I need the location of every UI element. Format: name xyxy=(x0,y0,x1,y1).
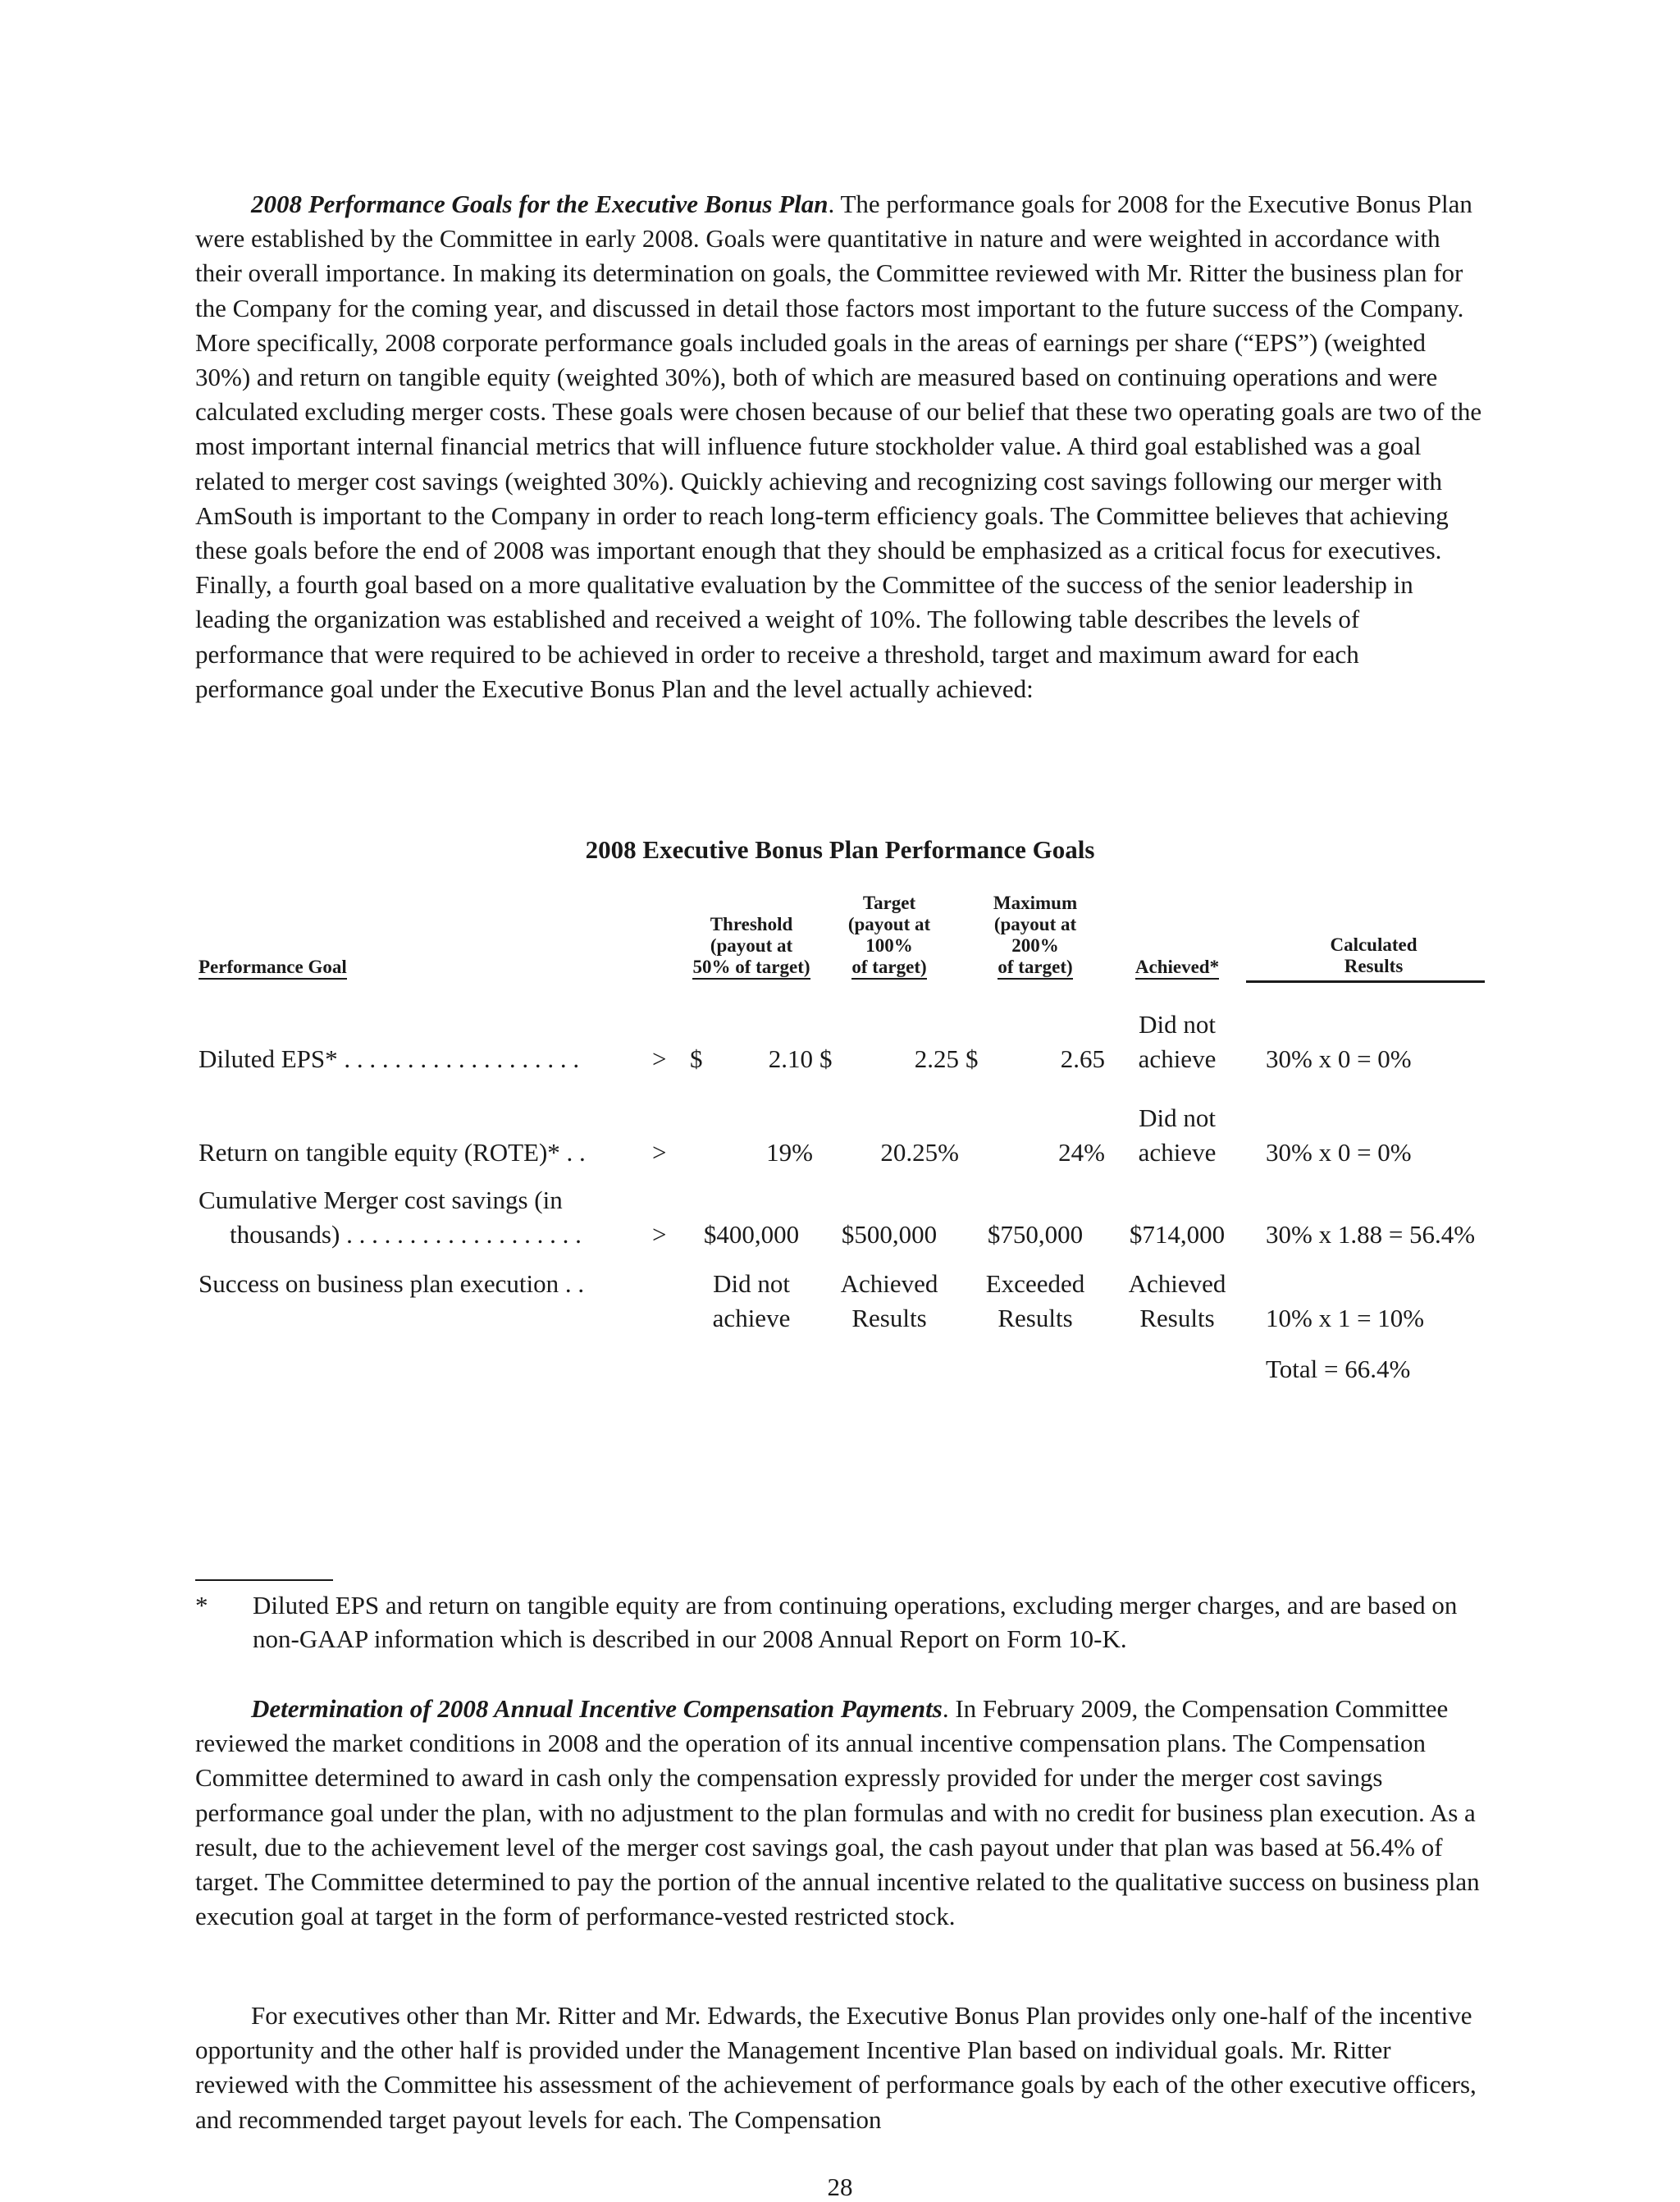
table-row xyxy=(195,1267,1485,1336)
goal-business-plan-execution: Success on business plan execution . . xyxy=(199,1268,585,1298)
header-maximum: Maximum (payout at 200% of target) xyxy=(962,893,1108,981)
target-value: $ 2.25 xyxy=(819,1044,959,1073)
page-number: 28 xyxy=(827,2172,853,2201)
table-row xyxy=(195,1183,1485,1252)
performance-goals-table xyxy=(195,893,1485,1387)
total-result: Total = 66.4% xyxy=(1266,1354,1411,1383)
target-value: Achieved Results xyxy=(840,1268,938,1332)
target-value: 20.25% xyxy=(880,1137,959,1167)
comparison-sign: > xyxy=(652,1219,667,1249)
threshold-value: $400,000 xyxy=(703,1219,800,1249)
comparison-sign: > xyxy=(652,1044,667,1073)
threshold-value: $ 2.10 xyxy=(690,1044,813,1073)
maximum-value: 24% xyxy=(1058,1137,1105,1167)
calculated-result: 30% x 0 = 0% xyxy=(1266,1044,1412,1073)
goal-merger-cost-savings: Cumulative Merger cost savings (in thousands) . . . . . . . . . . . . . . . . . . . xyxy=(199,1185,582,1249)
table-header-row xyxy=(195,893,1485,981)
header-calculated-results: Calculated Results xyxy=(1246,893,1485,981)
calculated-result: 30% x 0 = 0% xyxy=(1266,1137,1412,1167)
footnote-marker: * xyxy=(195,1591,208,1620)
threshold-value: 19% xyxy=(766,1137,813,1167)
performance-goals-paragraph xyxy=(195,187,1485,706)
footnote xyxy=(195,1588,1485,1656)
other-executives-paragraph: For executives other than Mr. Ritter and Mr. Edwards, the Executive Bonus Plan provides only one-half of the incentive opportunity and the other half is provided under the Management Incentive Plan based on individual goals. Mr. Ritter reviewed with the Committee his assessment of the achievement of performance goals by each of the other executive officers, and recommended target payout levels for each. The Compensation xyxy=(195,2001,1477,2134)
performance-goals-heading: 2008 Performance Goals for the Executive Bonus Plan xyxy=(251,190,829,218)
achieved-value: $714,000 xyxy=(1129,1219,1226,1249)
goal-rote: Return on tangible equity (ROTE)* . . xyxy=(199,1137,586,1167)
maximum-value: $750,000 xyxy=(987,1219,1084,1249)
total-row xyxy=(195,1352,1485,1387)
achieved-value: Did not achieve xyxy=(1138,1103,1217,1167)
maximum-value: $ 2.65 xyxy=(966,1044,1105,1073)
target-value: $500,000 xyxy=(841,1219,938,1249)
achieved-value: Achieved Results xyxy=(1128,1268,1226,1332)
annual-incentive-paragraph xyxy=(195,1692,1485,1934)
maximum-value: Exceeded Results xyxy=(985,1268,1085,1332)
table-row xyxy=(195,1101,1485,1170)
performance-goals-text: . The performance goals for 2008 for the Executive Bonus Plan were established by the Committee in early 2008. Goals were quantitative in nature and were weighted in accordance with their overall importance. In making its determination on goals, the Committee reviewed with Mr. Ritter the business plan for the Company for the coming year, and discussed in detail those factors most important to the future success of the Company. More specifically, 2008 corporate performance goals included goals in the areas of earnings per share (“EPS”) (weighted 30%) and return on tangible equity (weighted 30%), both of which are measured based on continuing operations and were calculated excluding merger costs. These goals were chosen because of our belief that these two operating goals are two of the most important internal financial metrics that will influence future stockholder value. A third goal established was a goal related to merger cost savings (weighted 30%). Quickly achieving and recognizing cost savings following our merger with AmSouth is important to the Company in order to reach long-term efficiency goals. The Committee believes that achieving these goals before the end of 2008 was important enough that they should be emphasized as a critical focus for executives. Finally, a fourth goal based on a more qualitative evaluation by the Committee of the success of the senior leadership in leading the organization was established and received a weight of 10%. The following table describes the levels of performance that were required to be achieved in order to receive a threshold, target and maximum award for each performance goal under the Executive Bonus Plan and the level actually achieved: xyxy=(195,190,1482,703)
annual-incentive-heading: Determination of 2008 Annual Incentive Compensation Payments xyxy=(251,1694,943,1723)
table-row xyxy=(195,1007,1485,1076)
calculated-result: 30% x 1.88 = 56.4% xyxy=(1266,1219,1476,1249)
table-title: 2008 Executive Bonus Plan Performance Goals xyxy=(585,835,1095,864)
goal-diluted-eps: Diluted EPS* . . . . . . . . . . . . . . . . . . . xyxy=(199,1044,580,1073)
threshold-value: Did not achieve xyxy=(712,1268,791,1332)
achieved-value: Did not achieve xyxy=(1138,1009,1217,1073)
header-performance-goal: Performance Goal xyxy=(195,893,649,981)
comparison-sign: > xyxy=(652,1137,667,1167)
calculated-result: 10% x 1 = 10% xyxy=(1266,1303,1425,1332)
header-target: Target (payout at 100% of target) xyxy=(816,893,962,981)
header-achieved: Achieved* xyxy=(1108,893,1246,981)
header-threshold: Threshold (payout at 50% of target) xyxy=(687,893,816,981)
annual-incentive-text: . In February 2009, the Compensation Committee reviewed the market conditions in 2008 and the operation of its annual incentive compensation plans. The Compensation Committee determined to award in cash only the compensation expressly provided for under the merger cost savings performance goal under the plan, with no adjustment to the plan formulas and with no credit for business plan execution. As a result, due to the achievement level of the merger cost savings goal, the cash payout under that plan was based at 56.4% of target. The Committee determined to pay the portion of the annual incentive related to the qualitative success on business plan execution goal at target in the form of performance-vested restricted stock. xyxy=(195,1694,1480,1931)
footnote-divider xyxy=(195,1579,333,1581)
footnote-text: Diluted EPS and return on tangible equity are from continuing operations, excluding merger charges, and are based on non-GAAP information which is described in our 2008 Annual Report on Form 10-K. xyxy=(253,1591,1458,1653)
